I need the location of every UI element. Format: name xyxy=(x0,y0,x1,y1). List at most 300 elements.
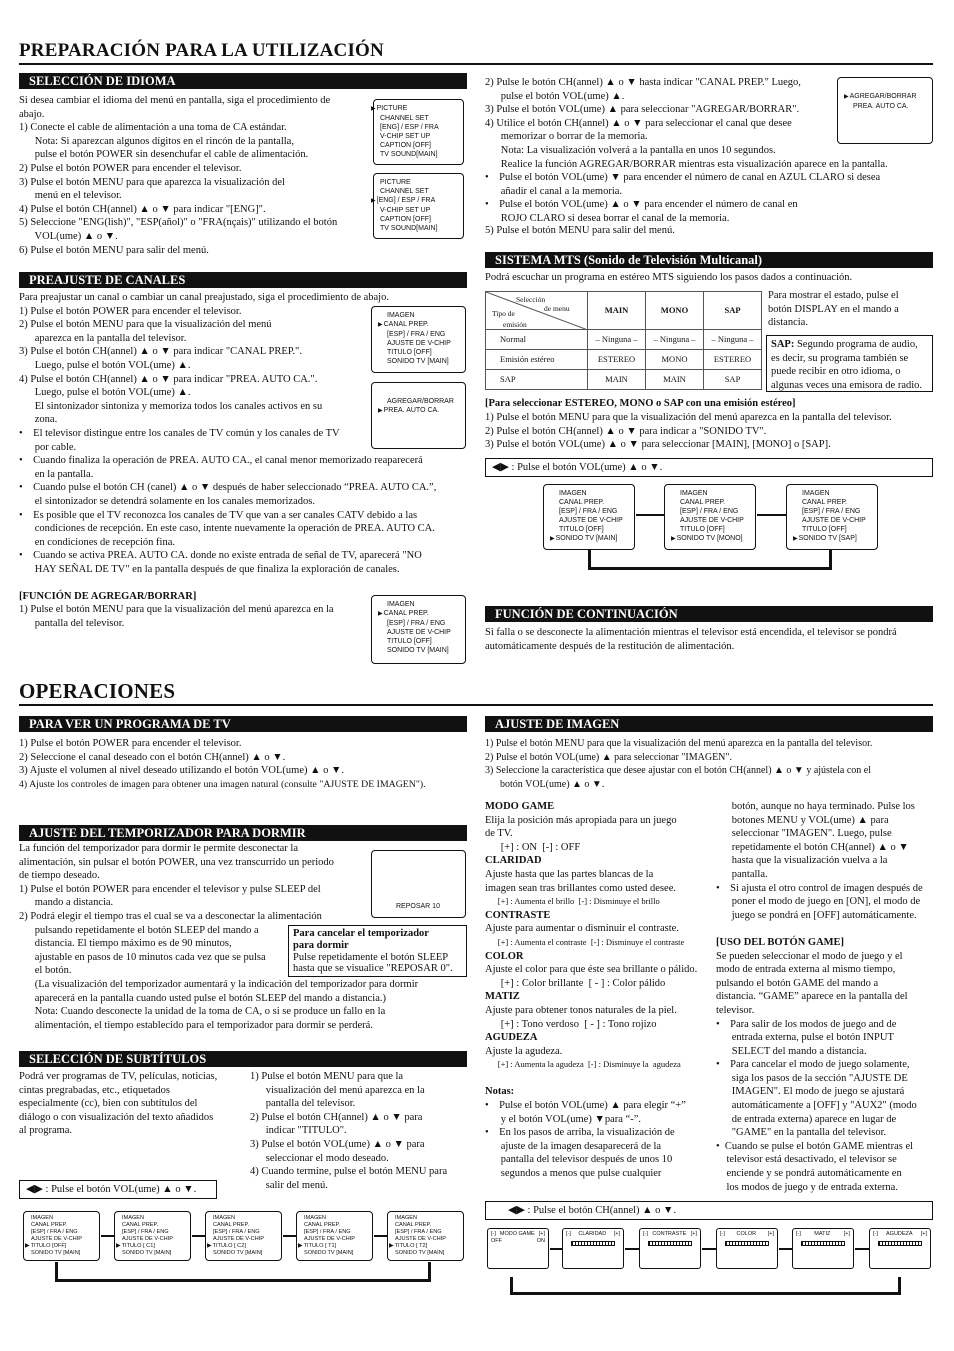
menu-item: [ESP] / FRA / ENG xyxy=(304,1229,351,1235)
double-arrow-icon: ◀▶ xyxy=(492,461,509,473)
corner-label: emisión xyxy=(503,320,527,329)
corner-label: Selección xyxy=(516,295,546,304)
idioma-line: 4) Pulse el botón CH(annel) ▲ o ▼ para indicar "[ENG]". xyxy=(19,203,266,215)
section-band-ver-tv: PARA VER UN PROGRAMA DE TV xyxy=(19,716,467,732)
ch-hint-text: : Pulse el botón CH(annel) ▲ o ▼. xyxy=(527,1205,677,1216)
adjust-plus: [+] xyxy=(920,1231,927,1237)
preajuste-line: El sintonizador sintoniza y memoriza todos los canales activos en su xyxy=(19,400,323,412)
temporizador-line: mando a distancia. xyxy=(19,897,114,909)
agregar-cont-line: memorizar o borrar de la memoria. xyxy=(485,131,648,143)
arrow-connector xyxy=(779,1248,792,1250)
imagen-line: • Para salir de los modos de juego and de xyxy=(716,1018,897,1030)
status-line: distancia. xyxy=(768,317,808,328)
preajuste-line: • Es posible que el TV reconozca los canales de TV que van a ser canales CATV debido a las xyxy=(19,509,418,521)
continuacion-text xyxy=(485,626,897,653)
mts-header: SAP xyxy=(704,292,762,330)
adjust-level-bar xyxy=(878,1241,922,1246)
page-title-preparacion: PREPARACIÓN PARA LA UTILIZACIÓN xyxy=(19,40,384,61)
menu-item: ▶ TITULO [ C1] xyxy=(116,1243,187,1250)
sap-line: es decir, su programa también se xyxy=(771,352,909,364)
subtitulos-steps xyxy=(250,1070,447,1192)
preajuste-line: 4) Pulse el botón CH(annel) ▲ o ▼ para indicar "PREA. AUTO CA.". xyxy=(19,373,318,385)
menu-item: CHANNEL SET xyxy=(380,115,429,122)
adjust-level-bar xyxy=(801,1241,845,1246)
arrow-connector xyxy=(702,1248,716,1250)
temporizador-line: alimentación, el tiempo establecido para el temporizador para dormir se perderá. xyxy=(19,1019,373,1031)
double-arrow-icon: ◀▶ xyxy=(508,1204,525,1216)
tv-menu-screen xyxy=(371,382,466,449)
double-arrow-icon: ◀▶ xyxy=(26,1183,43,1195)
ver-tv-text xyxy=(19,737,426,791)
imagen-line: poner el modo de juego en [ON], el modo de xyxy=(716,896,921,908)
picture-adjust-screen xyxy=(639,1228,701,1269)
menu-item: ▶ AGREGAR/BORRAR xyxy=(844,92,928,102)
tv-menu-screen xyxy=(786,484,878,550)
subtitulos-step: salir del menú. xyxy=(250,1179,328,1191)
adjust-minus: [-] xyxy=(566,1231,571,1237)
continuacion-line: Si falla o se desconecte la alimentación mientras el televisor está encendida, el televisor se pondrá xyxy=(485,627,897,638)
idioma-line: abajo. xyxy=(19,108,45,120)
menu-item: SONIDO TV [MAIN] xyxy=(387,358,449,365)
imagen-line: [USO DEL BOTÓN GAME] xyxy=(716,936,845,948)
sap-line: puede recibir en otro idioma, o xyxy=(771,366,901,377)
section-band-subtitulos: SELECCIÓN DE SUBTÍTULOS xyxy=(19,1051,467,1067)
menu-item: [ESP] / FRA / ENG xyxy=(31,1229,78,1235)
imagen-line: [+] : Aumenta el brillo [-] : Disminuye el brillo xyxy=(485,896,660,907)
idioma-line: pulse el botón POWER sin desenchufar el cable de alimentación. xyxy=(19,149,309,161)
adjust-minus: [-] xyxy=(720,1231,725,1237)
imagen-line: [+] : ON [-] : OFF xyxy=(485,841,581,853)
menu-item: CANAL PREP. xyxy=(802,499,848,506)
mts-status-note xyxy=(768,289,899,330)
imagen-line: pantalla. xyxy=(716,868,768,880)
adjust-plus: [+] xyxy=(843,1231,850,1237)
tv-menu-screen xyxy=(387,1211,464,1261)
sap-line: Segundo programa de audio, xyxy=(794,339,918,350)
adjust-label: CLARIDAD xyxy=(578,1231,607,1237)
menu-item: IMAGEN xyxy=(395,1215,418,1221)
vol-hint-box xyxy=(485,458,933,477)
idioma-line: 1) Conecte el cable de alimentación a una toma de CA estándar. xyxy=(19,122,287,134)
ch-hint-box xyxy=(485,1201,933,1220)
agregar-cont-line: añadir el canal a la memoria. xyxy=(485,185,623,197)
imagen-line: hasta que la visualización vuelva a la xyxy=(716,855,888,867)
menu-item: CANAL PREP. xyxy=(680,499,726,506)
menu-item: CANAL PREP. xyxy=(31,1222,68,1228)
imagen-line: televisor. xyxy=(716,1004,755,1016)
arrow-connector xyxy=(625,1248,639,1250)
idioma-line: menú en el televisor. xyxy=(19,190,122,202)
imagen-line xyxy=(485,1072,697,1086)
mts-header: MONO xyxy=(646,292,704,330)
subtitulos-step: 4) Cuando termine, pulse el botón MENU para xyxy=(250,1166,448,1178)
subtitulos-step: 2) Pulse el botón CH(annel) ▲ o ▼ para xyxy=(250,1111,423,1123)
adjust-plus: [+] xyxy=(613,1231,620,1237)
mts-cell: ESTEREO xyxy=(704,350,762,370)
cancel-sleep-title: Para cancelar el temporizador xyxy=(293,928,429,939)
arrow-connector xyxy=(636,514,664,516)
adjust-level-bar xyxy=(648,1241,692,1246)
menu-item: IMAGEN xyxy=(304,1215,327,1221)
menu-item: AJUSTE DE V-CHIP xyxy=(122,1236,173,1242)
preajuste-line: HAY SEÑAL DE TV" en la pantalla después de que finaliza la exploración de canales. xyxy=(19,563,400,575)
menu-item: IMAGEN xyxy=(213,1215,236,1221)
temporizador-line: de tiempo deseado. xyxy=(19,870,100,882)
menu-item: AJUSTE DE V-CHIP xyxy=(802,517,866,524)
imagen-line: y el botón VOL(ume) ▼para “-”. xyxy=(485,1113,641,1125)
adjust-left-value: OFF xyxy=(491,1238,502,1244)
adjust-right-value: ON xyxy=(536,1238,545,1244)
agregar-cont-line: 2) Pulse le botón CH(annel) ▲ o ▼ hasta indicar "CANAL PREP." Luego, xyxy=(485,77,801,88)
imagen-line: [+] : Color brillante [ - ] : Color pálido xyxy=(485,977,666,989)
menu-item: IMAGEN xyxy=(802,490,830,497)
menu-item: IMAGEN xyxy=(387,312,415,319)
loop-connector xyxy=(588,550,832,570)
imagen-line: de entrada externa) aparece en lugar de xyxy=(716,1113,897,1125)
imagen-line: distancia. “GAME” aparece en la pantalla del xyxy=(716,991,908,1003)
ver-tv-line: 3) Ajuste el volumen al nivel deseado utilizando el botón VOL(ume) ▲ o ▼. xyxy=(19,765,345,777)
menu-item: AJUSTE DE V-CHIP xyxy=(304,1236,355,1242)
adjust-level-bar xyxy=(571,1241,615,1246)
menu-item: ▶ TITULO [ T2] xyxy=(389,1243,460,1250)
mts-cell: – Ninguna – xyxy=(588,330,646,350)
vol-hint-text: : Pulse el botón VOL(ume) ▲ o ▼. xyxy=(45,1184,197,1195)
picture-adjust-screen xyxy=(562,1228,624,1269)
menu-item: CANAL PREP. xyxy=(213,1222,250,1228)
imagen-line: AGUDEZA xyxy=(485,1032,538,1044)
menu-item: AJUSTE DE V-CHIP xyxy=(387,340,451,347)
arrow-connector xyxy=(101,1235,114,1237)
loop-connector xyxy=(510,1277,901,1295)
menu-item: [ENG] / ESP / FRA xyxy=(380,124,439,131)
preajuste-line: • Cuando pulse el botón CH (canel) ▲ o ▼ después de haber seleccionado “PREA. AUTO CA.”, xyxy=(19,482,437,494)
vol-hint-text: : Pulse el botón VOL(ume) ▲ o ▼. xyxy=(511,462,663,473)
mts-cell: MAIN xyxy=(588,370,646,390)
menu-item: [ESP] / FRA / ENG xyxy=(559,508,618,515)
title-rule xyxy=(19,704,933,706)
imagen-line: COLOR xyxy=(485,950,524,962)
menu-item: SONIDO TV [MAIN] xyxy=(304,1250,354,1256)
sap-line: algunas veces una emisora de radio. xyxy=(771,379,923,391)
imagen-line: [+] : Aumenta el contraste [-] : Disminuye el contraste xyxy=(485,936,685,947)
subtitulos-line: diálogo o con visualización del texto añadidos xyxy=(19,1111,214,1123)
idioma-line: 5) Seleccione "ENG(lish)", "ESP(añol)" o "FRA(nçais)" utilizando el botón xyxy=(19,217,338,229)
subtitulos-intro xyxy=(19,1070,217,1138)
idioma-line: VOL(ume) ▲ o ▼. xyxy=(19,230,118,242)
mts-select-text xyxy=(485,411,892,452)
menu-item: CANAL PREP. xyxy=(559,499,605,506)
imagen-line: repetidamente el botón CH(annel) ▲ o ▼ xyxy=(716,841,909,853)
temporizador-line: distancia. El tiempo máximo es de 90 minutos, xyxy=(19,938,232,950)
tv-menu-screen xyxy=(543,484,635,550)
menu-item: AGREGAR/BORRAR xyxy=(387,398,454,405)
agregar-cont-line: Realice la función AGREGAR/BORRAR mientras esta visualización aparece en la pantalla. xyxy=(485,158,888,170)
temporizador-line: La función del temporizador para dormir le permite desconectar la xyxy=(19,843,298,854)
menu-item: SONIDO TV [MAIN] xyxy=(213,1250,263,1256)
mts-row-label: Emisión estéreo xyxy=(486,350,588,370)
imagen-line: Ajuste para aumentar o disminuir el contraste. xyxy=(485,923,679,935)
adjust-plus: [+] xyxy=(538,1231,545,1237)
imagen-line: juego se pondrá en [OFF] automáticamente. xyxy=(716,909,917,921)
status-line: botón DISPLAY en el mando a xyxy=(768,303,899,315)
preajuste-line: en condiciones de recepción fina. xyxy=(19,536,175,548)
picture-adjust-screen xyxy=(869,1228,931,1269)
imagen-line: SELECT del mando a distancia. xyxy=(716,1045,867,1057)
menu-item: [ESP] / FRA / ENG xyxy=(122,1229,169,1235)
adjust-label-row xyxy=(643,1231,697,1238)
mts-select-line: 1) Pulse el botón MENU para que la visualización del menú aparezca en la pantalla del televisor. xyxy=(485,412,892,423)
menu-item: [ESP] / FRA / ENG xyxy=(395,1229,442,1235)
menu-item: IMAGEN xyxy=(387,601,415,608)
menu-item: TITULO [OFF] xyxy=(387,349,432,356)
menu-item: TITULO [OFF] xyxy=(559,526,604,533)
menu-item: AJUSTE DE V-CHIP xyxy=(213,1236,264,1242)
temporizador-line: 2) Podrá elegir el tiempo tras el cual se va a desconectar la alimentación xyxy=(19,910,322,922)
mts-select-line: 3) Pulse el botón VOL(ume) ▲ o ▼ para seleccionar [MAIN], [MONO] o [SAP]. xyxy=(485,439,831,451)
agregar-cont-line: 3) Pulse el botón VOL(ume) ▲ para seleccionar "AGREGAR/BORRAR". xyxy=(485,104,800,116)
subtitulos-step: seleccionar el modo deseado. xyxy=(250,1152,389,1164)
menu-item: ▶ TITULO [ C2] xyxy=(207,1243,278,1250)
menu-item: [ESP] / FRA / ENG xyxy=(387,331,446,338)
imagen-line: IMAGEN". El modo de juego se ajustará xyxy=(716,1086,905,1098)
idioma-line: 2) Pulse el botón POWER para encender el televisor. xyxy=(19,162,242,174)
menu-item: SONIDO TV [MAIN] xyxy=(31,1250,81,1256)
tv-menu-screen xyxy=(114,1211,191,1261)
imagen-line: Elija la posición más apropiada para un juego xyxy=(485,814,677,826)
imagen-line: botones MENU y VOL(ume) ▲ para xyxy=(716,814,889,826)
menu-item: CHANNEL SET xyxy=(380,188,429,195)
tv-menu-screen xyxy=(23,1211,100,1261)
mts-select-title: [Para seleccionar ESTEREO, MONO o SAP con una emisión estéreo] xyxy=(485,398,796,409)
status-line: Para mostrar el estado, pulse el xyxy=(768,290,899,301)
menu-item: TV SOUND[MAIN] xyxy=(380,225,438,232)
temporizador-line: ajustable en pasos de 10 minutos cada vez que se pulsa xyxy=(19,951,266,963)
agregar-cont-line: pulse el botón VOL(ume) ▲. xyxy=(485,90,625,102)
preajuste-line: condiciones de recepción. En este caso, intente nuevamente la operación de PREA. AUTO CA. xyxy=(19,523,435,535)
temporizador-line: (La visualización del temporizador aumentará y la indicación del temporizador para dormir xyxy=(19,978,419,990)
imagen-line: de TV. xyxy=(485,828,513,840)
imagen-line: Notas: xyxy=(485,1086,515,1098)
menu-item: IMAGEN xyxy=(31,1215,54,1221)
imagen-line: imagen sean tras brillantes como usted desee. xyxy=(485,882,676,894)
ver-tv-line: 4) Ajuste los controles de imagen para obtener una imagen natural (consulte "AJUSTE DE IMAGEN"). xyxy=(19,778,426,790)
section-band-continuacion: FUNCIÓN DE CONTINUACIÓN xyxy=(485,606,933,622)
menu-item: ▶ PREA. AUTO CA. xyxy=(378,406,461,416)
agregar-cont-line: • Pulse el botón VOL(ume) ▲ o ▼ para encender el número de canal en xyxy=(485,199,798,211)
adjust-label-row xyxy=(796,1231,850,1238)
tv-menu-screen xyxy=(373,99,464,165)
menu-item: CANAL PREP. xyxy=(122,1222,159,1228)
imagen-line: Ajuste el color para que éste sea brillante o pálido. xyxy=(485,964,698,976)
agregar-title: [FUNCIÓN DE AGREGAR/BORRAR] xyxy=(19,591,197,602)
menu-item: AJUSTE DE V-CHIP xyxy=(387,629,451,636)
menu-item: [ESP] / FRA / ENG xyxy=(213,1229,260,1235)
agregar-line: 1) Pulse el botón MENU para que la visualización del menú aparezca en la xyxy=(19,604,334,615)
imagen-line: automáticamente a [OFF] y "AUX2" (modo xyxy=(716,1100,917,1112)
idioma-line: Nota: Si aparezcan algunos dígitos en el rincón de la pantalla, xyxy=(19,135,294,147)
menu-item: ▶ SONIDO TV [SAP] xyxy=(793,534,873,544)
subtitulos-line: Podrá ver programas de TV, películas, noticias, xyxy=(19,1071,218,1082)
menu-item: AJUSTE DE V-CHIP xyxy=(395,1236,446,1242)
cancel-sleep-text: Pulse repetidamente el botón SLEEP xyxy=(293,951,449,963)
imagen-line: pulsando el botón GAME del mando a xyxy=(716,977,879,989)
preajuste-line: 2) Pulse el botón MENU para que la visualización del menú xyxy=(19,319,272,331)
menu-item: IMAGEN xyxy=(122,1215,145,1221)
imagen-line: siga los pasos de la sección "AJUSTE DE xyxy=(716,1072,908,1084)
subtitulos-step: visualización del menú aparezca en la xyxy=(250,1084,425,1096)
sap-label: SAP: xyxy=(771,339,795,350)
imagen-line xyxy=(716,922,923,936)
temporizador-line: el botón. xyxy=(19,965,72,977)
mts-cell: – Ninguna – xyxy=(646,330,704,350)
adjust-value-row xyxy=(491,1238,545,1245)
menu-item: AJUSTE DE V-CHIP xyxy=(31,1236,82,1242)
adjust-label: AGUDEZA xyxy=(886,1231,913,1237)
idioma-line: 3) Pulse el botón MENU para que aparezca la visualización del xyxy=(19,176,285,188)
picture-adjust-screen xyxy=(487,1228,549,1269)
imagen-left-column xyxy=(485,800,697,1181)
imagen-line: Ajuste la agudeza. xyxy=(485,1045,563,1057)
loop-connector xyxy=(55,1262,431,1282)
section-band-imagen: AJUSTE DE IMAGEN xyxy=(485,716,933,732)
imagen-line: MATIZ xyxy=(485,991,520,1003)
preajuste-line: Luego, pulse el botón VOL(ume) ▲. xyxy=(19,359,191,371)
subtitulos-step: 3) Pulse el botón VOL(ume) ▲ o ▼ para xyxy=(250,1138,425,1150)
ver-tv-line: 2) Seleccione el canal deseado con el botón CH(annel) ▲ o ▼. xyxy=(19,751,286,763)
subtitulos-line: al programa. xyxy=(19,1125,73,1137)
arrow-connector xyxy=(855,1248,869,1250)
mts-table xyxy=(485,291,762,390)
tv-menu-screen xyxy=(371,595,466,664)
menu-item: SONIDO TV [MAIN] xyxy=(387,647,449,654)
subtitulos-step: indicar "TITULO". xyxy=(250,1125,347,1137)
mts-row-label: SAP xyxy=(486,370,588,390)
imagen-line: Ajuste hasta que las partes blancas de la xyxy=(485,868,654,880)
imagen-line: enciende y se pondrá automáticamente en xyxy=(716,1168,902,1180)
agregar-cont-line: 4) Utilice el botón CH(annel) ▲ o ▼ para seleccionar el canal que desee xyxy=(485,117,792,129)
adjust-label: MATIZ xyxy=(814,1231,831,1237)
arrow-connector xyxy=(283,1235,296,1237)
menu-item: ▶ SONIDO TV [MAIN] xyxy=(550,534,630,544)
adjust-minus: [-] xyxy=(643,1231,648,1237)
adjust-label: MODO GAME xyxy=(499,1231,535,1237)
section-band-mts: SISTEMA MTS (Sonido de Televisión Multicanal) xyxy=(485,252,933,268)
menu-item: IMAGEN xyxy=(559,490,587,497)
mts-select-line: 2) Pulse el botón CH(annel) ▲ o ▼ para indicar a "SONIDO TV". xyxy=(485,425,767,437)
imagen-line: botón, aunque no haya terminado. Pulse los xyxy=(716,801,915,812)
menu-item: CAPTION [OFF] xyxy=(380,142,431,149)
tv-menu-screen xyxy=(837,77,933,144)
sleep-screen-text: REPOSAR 10 xyxy=(396,903,440,910)
mts-header: MAIN xyxy=(588,292,646,330)
menu-item: AJUSTE DE V-CHIP xyxy=(559,517,623,524)
imagen-line: • Para cancelar el modo de juego solamente, xyxy=(716,1059,910,1071)
imagen-line: Se pueden seleccionar el modo de juego y el xyxy=(716,950,903,962)
agregar-step5: 5) Pulse el botón MENU para salir del menú. xyxy=(485,225,675,236)
tv-menu-screen xyxy=(373,173,464,239)
tv-menu-screen xyxy=(371,306,466,373)
menu-item: SONIDO TV [MAIN] xyxy=(395,1250,445,1256)
adjust-plus: [+] xyxy=(767,1231,774,1237)
idioma-line: Si desea cambiar el idioma del menú en pantalla, siga el procedimiento de xyxy=(19,95,331,106)
section-band-temporizador: AJUSTE DEL TEMPORIZADOR PARA DORMIR xyxy=(19,825,467,841)
menu-item: V-CHIP SET UP xyxy=(380,207,431,214)
cancel-sleep-title: para dormir xyxy=(293,939,349,951)
imagen-line: Ajuste para obtener tonos naturales de la piel. xyxy=(485,1004,677,1016)
imagen-line: CONTRASTE xyxy=(485,909,551,921)
mts-intro: Podrá escuchar un programa en estéreo MTS siguiendo los pasos dados a continuación. xyxy=(485,272,853,283)
tv-menu-screen xyxy=(205,1211,282,1261)
menu-item: ▶ CANAL PREP. xyxy=(378,320,461,330)
menu-item: CANAL PREP. xyxy=(304,1222,341,1228)
menu-item: ▶ TITULO [OFF] xyxy=(25,1243,96,1250)
imagen-line: ajuste de la imagen desaparecerá de la xyxy=(485,1140,662,1152)
menu-item: TITULO [OFF] xyxy=(680,526,725,533)
imagen-line: MODO GAME xyxy=(485,801,555,812)
imagen-line: pantalla del televisor después de unos 10 xyxy=(485,1154,673,1166)
menu-item: SONIDO TV [MAIN] xyxy=(122,1250,172,1256)
menu-item: ▶ CANAL PREP. xyxy=(378,609,461,619)
temporizador-line: aparecerá en la pantalla cuando usted pulse el botón SLEEP del mando a distancia.) xyxy=(19,992,386,1004)
menu-item: TITULO [OFF] xyxy=(387,638,432,645)
adjust-label: CONTRASTE xyxy=(652,1231,687,1237)
imagen-line: • Pulse el botón VOL(ume) ▲ para elegir “+” xyxy=(485,1100,686,1112)
menu-item: [ESP] / FRA / ENG xyxy=(680,508,739,515)
imagen-line: [+] : Aumenta la agudeza [-] : Disminuye la agudeza xyxy=(485,1059,681,1070)
ver-tv-line: 1) Pulse el botón POWER para encender el televisor. xyxy=(19,738,242,749)
agregar-cont-line: • Pulse el botón VOL(ume) ▼ para encender el número de canal en AZUL CLARO si desea xyxy=(485,172,881,184)
menu-item: ▶ TITULO [ T1] xyxy=(298,1243,369,1250)
agregar-cont-line: ROJO CLARO si desea borrar el canal de la memoria. xyxy=(485,212,730,224)
agregar-line: pantalla del televisor. xyxy=(19,617,125,629)
tv-menu-screen xyxy=(296,1211,373,1261)
adjust-label-row xyxy=(720,1231,774,1238)
mts-cell: – Ninguna – xyxy=(704,330,762,350)
mts-row-label: Normal xyxy=(486,330,588,350)
adjust-level-bar xyxy=(725,1241,769,1246)
mts-table-corner xyxy=(486,292,588,330)
menu-item: V-CHIP SET UP xyxy=(380,133,431,140)
imagen-steps xyxy=(485,737,872,791)
arrow-connector xyxy=(374,1235,387,1237)
subtitulos-line: especialmente (cc), bien con subtítulos del xyxy=(19,1098,198,1110)
menu-item: CANAL PREP. xyxy=(395,1222,432,1228)
menu-item: ▶ [ENG] / ESP / FRA xyxy=(371,196,459,206)
adjust-minus: [-] xyxy=(796,1231,801,1237)
imagen-line: televisor está desactivado, el televisor se xyxy=(716,1154,897,1166)
imagen-line: modo de entrada externa al mismo tiempo, xyxy=(716,964,896,976)
imagen-line: entrada externa, pulse el botón INPUT xyxy=(716,1032,894,1044)
section-band-idioma: SELECCIÓN DE IDIOMA xyxy=(19,73,467,89)
temporizador-line: 1) Pulse el botón POWER para encender el televisor y pulse SLEEP del xyxy=(19,883,321,895)
imagen-line: "GAME" en la pantalla del televisor. xyxy=(716,1127,887,1139)
menu-item: [ESP] / FRA / ENG xyxy=(802,508,861,515)
preajuste-line: Para preajustar un canal o cambiar un canal preajustado, siga el procedimiento de abajo. xyxy=(19,292,389,303)
imagen-line: • Si ajusta el otro control de imagen después de xyxy=(716,882,923,894)
agregar-text xyxy=(19,603,369,630)
picture-adjust-screen xyxy=(792,1228,854,1269)
corner-label: de menu xyxy=(544,304,570,313)
subtitulos-line: cintas pregrabadas, etc., etiquetados xyxy=(19,1084,171,1096)
temporizador-line: pulsando repetidamente el botón SLEEP del mando a xyxy=(19,924,259,936)
adjust-plus: [+] xyxy=(690,1231,697,1237)
agregar-cont-line: Nota: La visualización volverá a la pantalla en unos 10 segundos. xyxy=(485,144,776,156)
menu-item: IMAGEN xyxy=(680,490,708,497)
section-band-preajuste: PREAJUSTE DE CANALES xyxy=(19,272,467,288)
corner-label: Tipo de xyxy=(492,309,515,318)
temporizador-line: Nota: Cuando desconecte la unidad de la toma de CA, o si se produce un fallo en la xyxy=(19,1006,386,1018)
preajuste-line: 1) Pulse el botón POWER para encender el televisor. xyxy=(19,305,242,317)
